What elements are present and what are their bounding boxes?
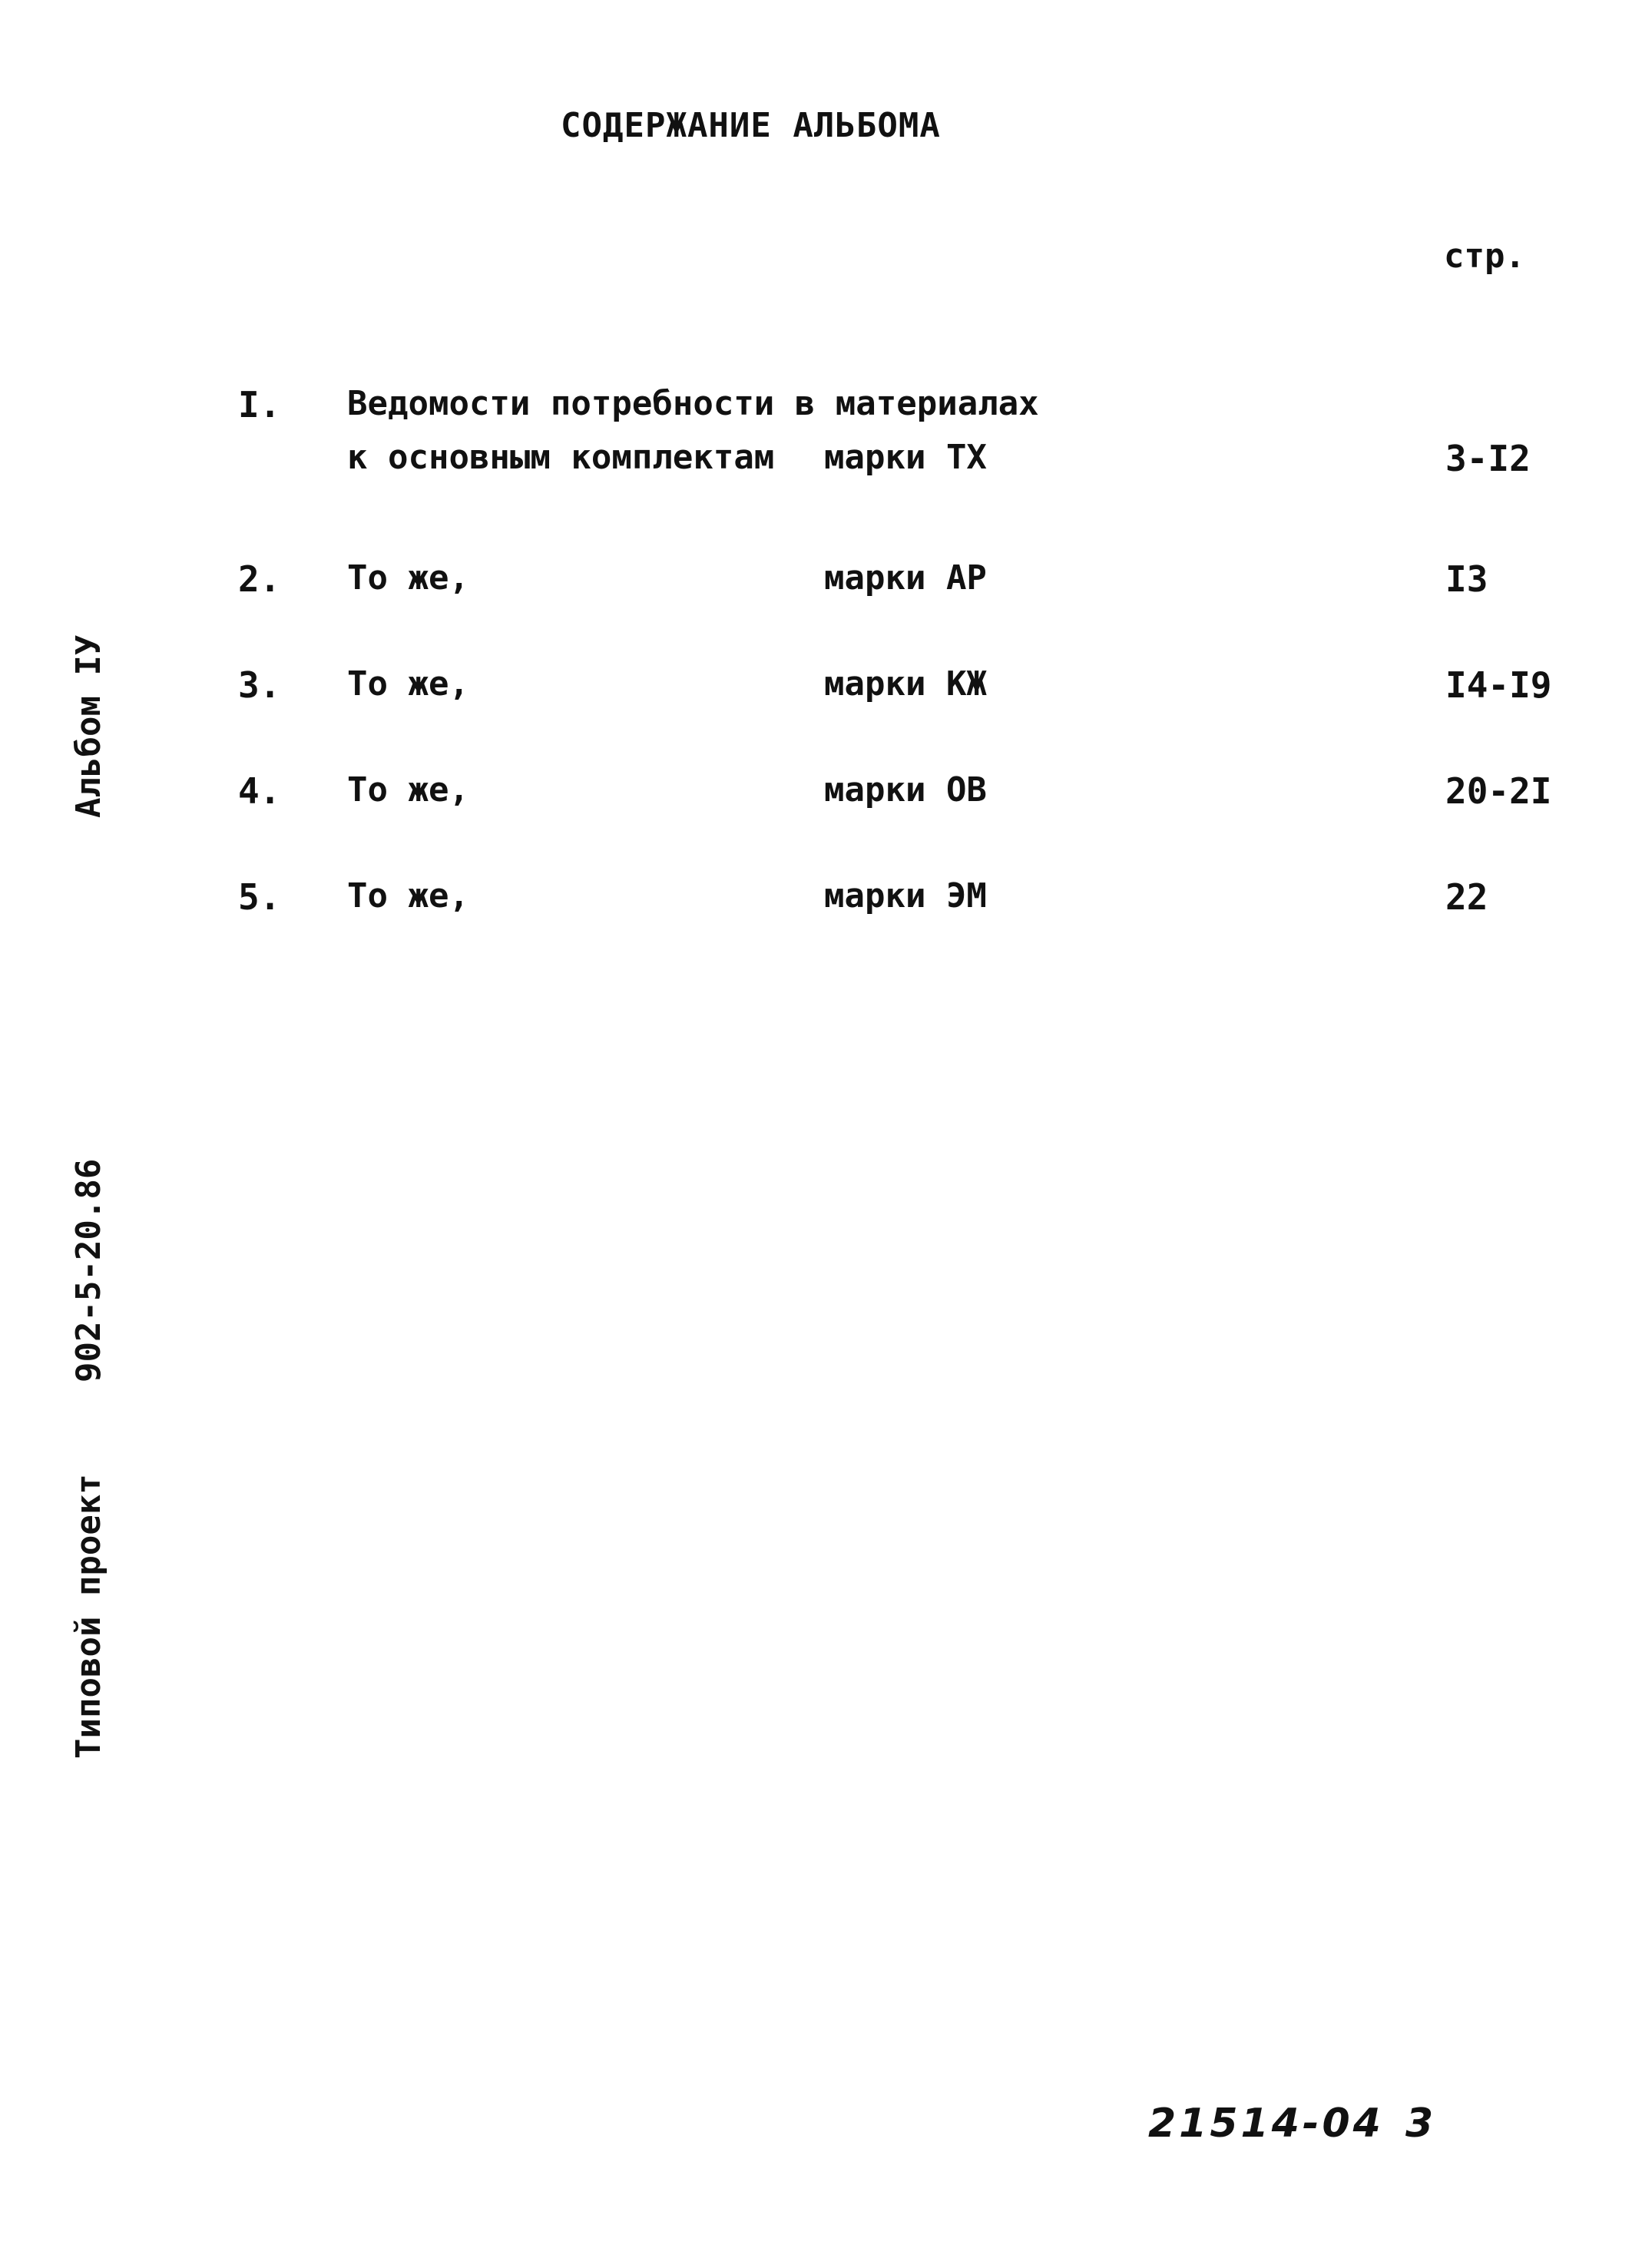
toc-item-pages: I3 (1445, 558, 1488, 600)
document-title: СОДЕРЖАНИЕ АЛЬБОМА (561, 106, 941, 145)
sidebar-project-number: 902-5-20.86 (69, 1158, 108, 1382)
toc-item-pages: 22 (1445, 876, 1488, 918)
toc-item-pages: 20-2I (1445, 770, 1552, 812)
toc-item-text-line1: То же, (347, 558, 469, 598)
toc-item-5 (0, 876, 1632, 938)
toc-item-pages: 3-I2 (1445, 438, 1531, 479)
sidebar-album-label: Альбом IУ (69, 634, 108, 818)
toc-item-text-line1: То же, (347, 770, 469, 810)
toc-item-number: I. (238, 384, 281, 425)
toc-item-4 (0, 770, 1632, 832)
toc-item-number: 4. (238, 770, 281, 812)
sidebar-project-label: Типовой проект (69, 1474, 108, 1759)
toc-item-mark: марки ЭМ (824, 876, 987, 915)
toc-item-number: 5. (238, 876, 281, 918)
toc-item-1 (0, 384, 1632, 479)
page-column-header: стр. (1444, 237, 1525, 276)
footer-page-number: 3 (1405, 2101, 1434, 2147)
toc-item-text-line1: То же, (347, 876, 469, 915)
toc-item-mark: марки АР (824, 558, 987, 598)
toc-item-3 (0, 664, 1632, 726)
toc-item-text-line1: То же, (347, 664, 469, 704)
toc-item-number: 2. (238, 558, 281, 600)
toc-item-2 (0, 558, 1632, 620)
toc-item-mark: марки ОВ (824, 770, 987, 810)
toc-item-mark: марки ТХ (824, 438, 987, 477)
toc-item-pages: I4-I9 (1445, 664, 1552, 706)
toc-item-text-line2: к основным комплектам (347, 438, 775, 477)
toc-item-number: 3. (238, 664, 281, 706)
toc-item-text-line1: Ведомости потребности в материалах (347, 384, 1039, 423)
footer-document-code: 21514-04 (1148, 2101, 1384, 2147)
toc-item-mark: марки КЖ (824, 664, 987, 704)
